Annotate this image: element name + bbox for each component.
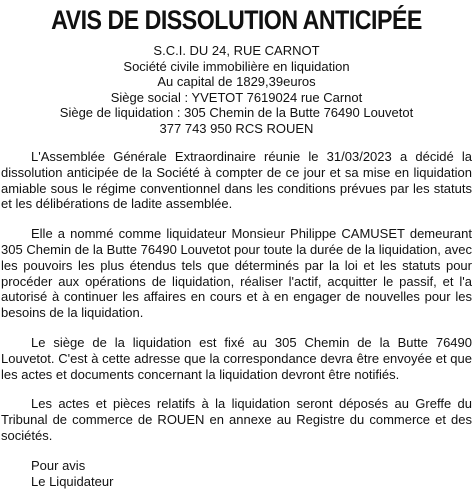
paragraph-liquidation-seat: Le siège de la liquidation est fixé au 305 Chemin de la Butte 76490 Louvetot. C'est à cette adresse que la correspondance devra être envoyée et que les actes et documents concernant la liquidation devront être notifiés.	[1, 334, 472, 382]
notice-title: AVIS DE DISSOLUTION ANTICIPÉE	[51, 5, 422, 35]
paragraph-liquidator: Elle a nommé comme liquidateur Monsieur Philippe CAMUSET demeurant 305 Chemin de la Butte 76490 Louvetot pour toute la durée de la liquidation, avec les pouvoirs les plus étendus tels que déterminés par la loi et les statuts pour procéder aux opérations de liquidation, réaliser l'actif, acquitter le passif, et l'a autorisé à continuer les affaires en cours et à en engager de nouvelles pour les besoins de la liquidation.	[1, 226, 472, 321]
company-capital: Au capital de 1829,39euros	[157, 74, 316, 89]
paragraph-filing: Les actes et pièces relatifs à la liquidation seront déposés au Greffe du Tribunal de commerce de ROUEN en annexe au Registre du commerce et des sociétés.	[1, 396, 472, 443]
liquidation-office: Siège de liquidation : 305 Chemin de la Butte 76490 Louvetot	[59, 105, 414, 120]
company-type: Société civile immobilière en liquidation	[123, 58, 350, 74]
signature-line-1: Pour avis	[31, 457, 86, 473]
company-name: S.C.I. DU 24, RUE CARNOT	[153, 43, 320, 58]
company-header	[1, 43, 472, 136]
paragraph-dissolution: L'Assemblée Générale Extraordinaire réunie le 31/03/2023 a décidé la dissolution anticipée de la Société à compter de ce jour et sa mise en liquidation amiable sous le régime conventionnel dans les conditions prévues par les statuts et les délibérations de ladite assemblée.	[1, 149, 472, 212]
rcs-number: 377 743 950 RCS ROUEN	[159, 120, 314, 136]
signature-line-2: Le Liquidateur	[31, 473, 114, 489]
head-office: Siège social : YVETOT 7619024 rue Carnot	[110, 89, 363, 105]
signature-block	[31, 458, 472, 489]
